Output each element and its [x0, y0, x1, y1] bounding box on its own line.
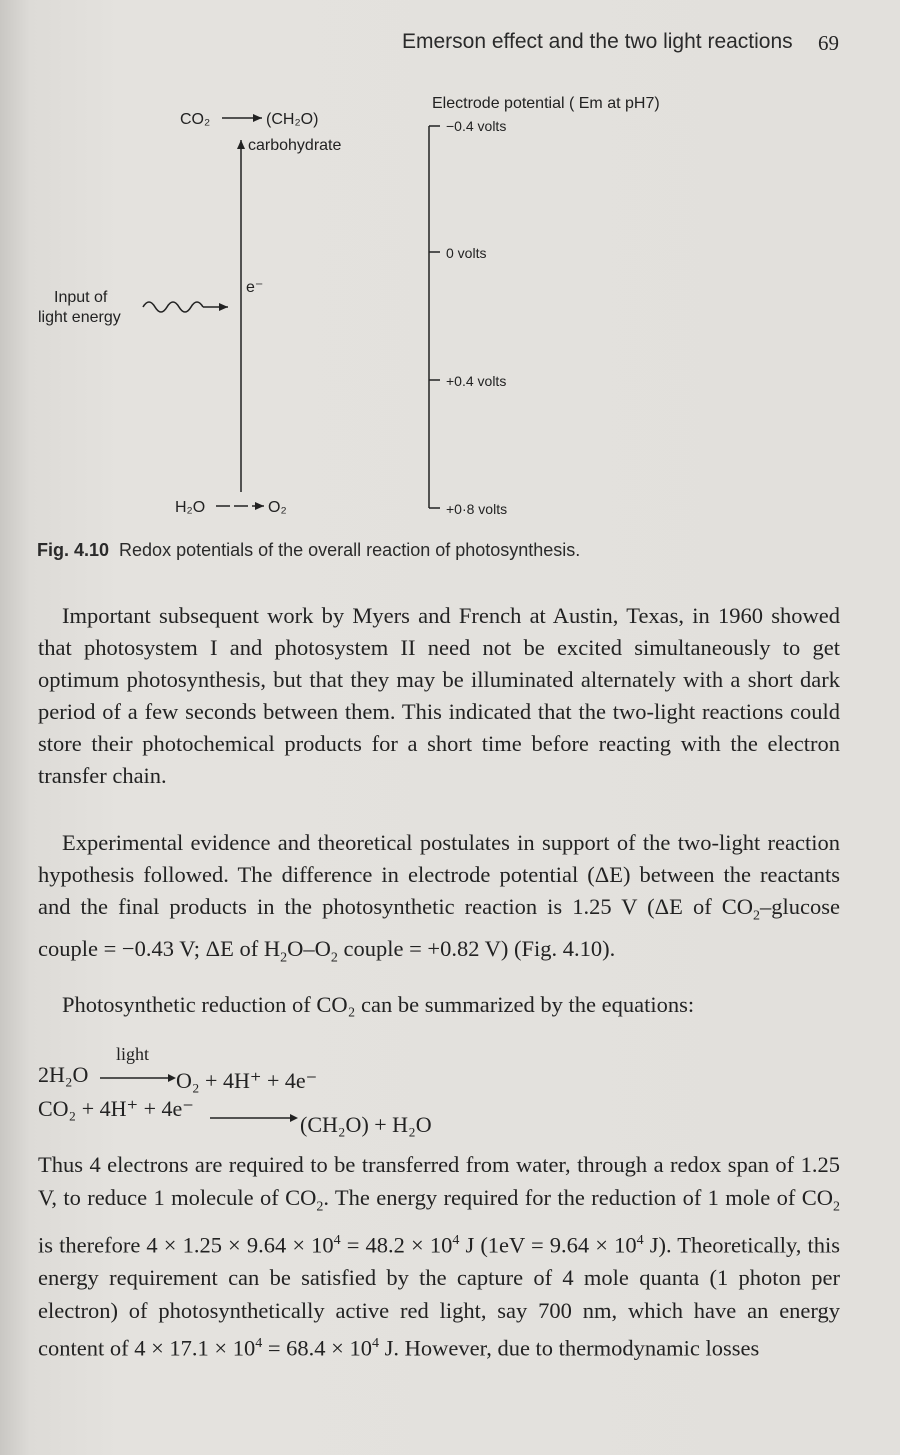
redox-diagram	[0, 0, 900, 560]
page-number: 69	[818, 31, 839, 55]
equation-1-arrow-label: light	[116, 1044, 150, 1064]
equation-2-left: CO₂ + 4H⁺ + 4e⁻	[38, 1096, 194, 1121]
o2-label: O₂	[268, 499, 287, 516]
tick-minus-0-4: −0.4 volts	[446, 118, 507, 134]
paragraph-myers-french: Important subsequent work by Myers and French at Austin, Texas, in 1960 showed that photosystem I and photosystem II need not be excited simultaneously to get optimum photosynthesis, but that they may be illuminated alternately with a short dark period of a few seconds between them. This indicated that the two-light reactions could store their photochemical products for a short time before reacting with the electron transfer chain.	[38, 603, 840, 788]
scale-title: Electrode potential ( Em at pH7)	[432, 95, 660, 112]
paragraph-equations-intro: Photosynthetic reduction of CO₂ can be summarized by the equations:	[62, 992, 695, 1017]
h2o-label: H₂O	[175, 499, 206, 516]
equation-1-left: 2H₂O	[38, 1062, 89, 1087]
ch2o-label: (CH₂O)	[266, 111, 319, 128]
figure-caption	[37, 540, 580, 561]
paragraph-energy-requirement: Thus 4 electrons are required to be transferred from water, through a redox span of 1.25 V, to reduce 1 molecule of $CO_2$. The energy required for the reduction of 1 mole of $CO_2$ is therefore $4 \times 1.25 \times 9.64 \times 10^4 = 48.2 \times 10^4$ J ($1eV = 9.64 \times 10^4$ J). Theoretically, this energy requirement can be satisfied by the capture of 4 mole quanta (1 photon per electron) of photosynthetically active red light, say 700 nm, which have an energy content of $4 \times 17.1 \times 10^4 = 68.4 \times 10^4$ J. However, due to thermodynamic losses	[38, 1152, 841, 1361]
figure-label: Fig. 4.10	[37, 540, 110, 560]
tick-plus-0-8: +0·8 volts	[446, 501, 508, 517]
equation-2-right: (CH₂O) + H₂O	[300, 1112, 432, 1137]
input-label-line1: Input of	[54, 289, 108, 306]
co2-label: CO₂	[180, 111, 211, 128]
equation-1-arrow	[100, 1072, 178, 1084]
light-wave-icon	[143, 302, 203, 312]
electron-label: e⁻	[246, 279, 264, 296]
figure-caption-text: Redox potentials of the overall reaction of photosynthesis.	[119, 540, 581, 560]
tick-plus-0-4: +0.4 volts	[446, 373, 507, 389]
input-label-line2: light energy	[38, 309, 121, 326]
running-header-title: Emerson effect and the two light reactions	[402, 30, 793, 53]
equation-2-arrow	[210, 1112, 300, 1124]
carbohydrate-label: carbohydrate	[248, 137, 342, 154]
tick-0: 0 volts	[446, 245, 487, 261]
paragraph-experimental-evidence: Experimental evidence and theoretical postulates in support of the two-light reaction hypothesis followed. The difference in electrode potential (ΔE) between the reactants and the final products in the photosynthetic reaction is 1.25 V (ΔE of $CO_2$–glucose couple = −0.43 V; ΔE of $H_2O-O_2$ couple = +0.82 V) (Fig. 4.10).	[38, 830, 840, 965]
equation-1-right: O₂ + 4H⁺ + 4e⁻	[176, 1068, 318, 1093]
